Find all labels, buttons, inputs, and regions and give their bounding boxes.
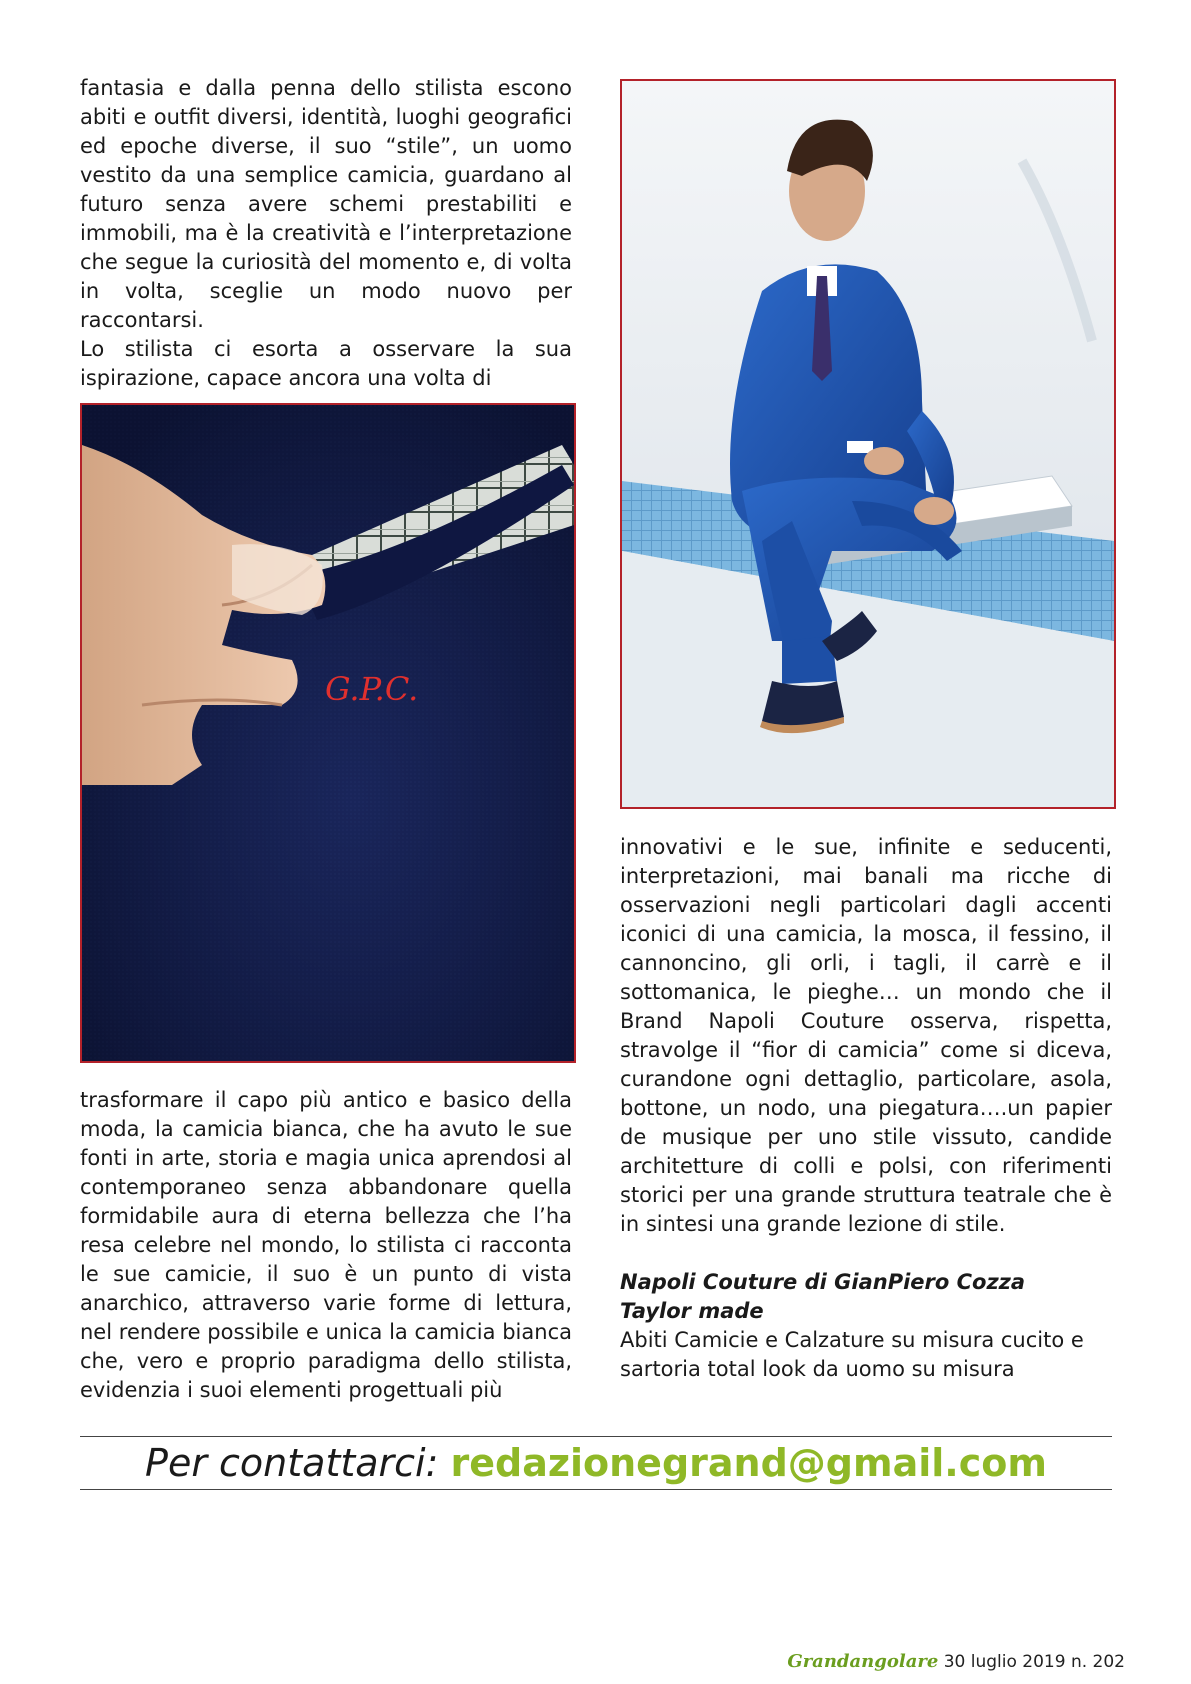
contact-email-link[interactable]: redazionegrand@gmail.com [450, 1441, 1047, 1485]
brand-signature [620, 1268, 1112, 1384]
article-paragraph: fantasia e dalla penna dello stilista escono abiti e outfit diversi, identità, luoghi geografici ed epoche diverse, il suo “stile”, un uomo vestito da una semplice camicia, guardano al futuro senza avere schemi prestabiliti e immobili, ma è la creatività e l’interpretazione che segue la curiosità del momento e, di volta in volta, sceglie un modo nuovo per raccontarsi. [80, 76, 572, 332]
article-paragraph: trasformare il capo più antico e basico della moda, la camicia bianca, che ha avuto le sue fonti in arte, storia e magia unica aprendosi al contemporaneo senza abbandonare quella formidabile aura di eterna bellezza che l’ha resa celebre nel mondo, lo stilista ci racconta le sue camicie, il suo è un punto di vista anarchico, attraverso varie forme di lettura, nel rendere possibile e unica la camicia bianca che, vero e proprio paradigma dello stilista, evidenzia i suoi elementi progettuali più [80, 1088, 572, 1402]
article-paragraph: innovativi e le sue, infinite e seducenti, interpretazioni, mai banali ma ricche di osservazioni negli particolari dagli accenti iconici di una camicia, la mosca, il fessino, il cannoncino, gli orli, i tagli, il carrè e il sottomanica, le pieghe… un mondo che il Brand Napoli Couture osserva, rispetta, stravolge il “fior di camicia” come si diceva, curandone ogni dettaglio, particolare, asola, bottone, un nodo, una piegatura….un papier de musique per uno stile vissuto, candide architetture di colli e polsi, con riferimenti storici per una grande struttura teatrale che è in sintesi una grande lezione di stile. [620, 835, 1112, 1236]
article-column-right-bottom [620, 833, 1112, 1384]
signature-brand-name: Napoli Couture di GianPiero Cozza [620, 1270, 1026, 1294]
model-blue-suit-illustration [622, 81, 1114, 807]
contact-banner [80, 1439, 1112, 1487]
signature-tagline: Taylor made [620, 1299, 764, 1323]
article-column-left-top [80, 74, 572, 393]
contact-divider-top [80, 1436, 1112, 1437]
contact-divider-bottom [80, 1489, 1112, 1490]
signature-description: Abiti Camicie e Calzature su misura cucito e sartoria total look da uomo su misura [620, 1328, 1084, 1381]
monogram-jacket-photo [80, 403, 576, 1063]
monogram-jacket-illustration [82, 405, 574, 1061]
article-column-left-bottom [80, 1086, 572, 1405]
magazine-name: Grandangolare [787, 1651, 939, 1672]
contact-label: Per contattarci: [145, 1441, 439, 1485]
issue-date: 30 luglio 2019 n. 202 [943, 1652, 1125, 1672]
model-blue-suit-photo [620, 79, 1116, 809]
monogram-label: G.P.C. [325, 670, 419, 708]
article-paragraph: Lo stilista ci esorta a osservare la sua ispirazione, capace ancora una volta di [80, 337, 572, 390]
page-footer [787, 1651, 1125, 1673]
